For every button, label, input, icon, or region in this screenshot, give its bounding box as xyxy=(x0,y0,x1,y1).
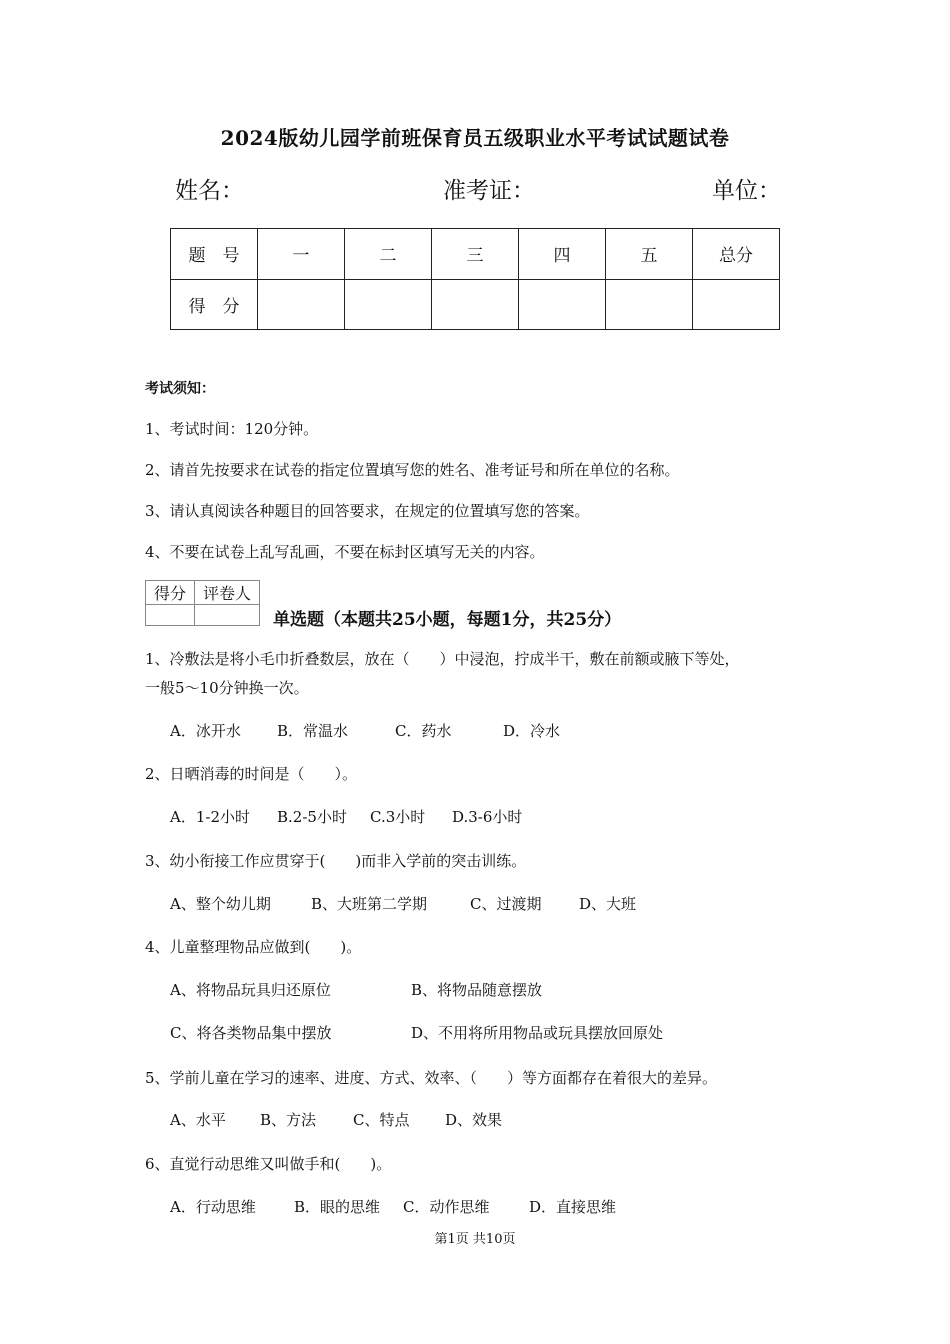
notice-item: 4、不要在试卷上乱写乱画，不要在标封区填写无关的内容。 xyxy=(145,543,545,561)
answer-option[interactable]: B、方法 xyxy=(260,1111,317,1129)
score-cell[interactable] xyxy=(345,279,432,330)
score-row-label: 得 分 xyxy=(171,279,258,330)
question-text: 1、冷敷法是将小毛巾折叠数层，放在（ ）中浸泡，拧成半干，敷在前额或腋下等处， xyxy=(145,650,740,668)
answer-option[interactable]: B、大班第二学期 xyxy=(311,895,428,913)
grader-name-label: 评卷人 xyxy=(195,581,260,605)
answer-option[interactable]: A、整个幼儿期 xyxy=(170,895,271,913)
answer-option[interactable]: A、将物品玩具归还原位 xyxy=(170,981,331,999)
notice-item: 3、请认真阅读各种题目的回答要求，在规定的位置填写您的答案。 xyxy=(145,502,590,520)
answer-option[interactable]: D、大班 xyxy=(579,895,637,913)
answer-option[interactable]: D、效果 xyxy=(445,1111,503,1129)
answer-option[interactable]: D．冷水 xyxy=(503,722,561,740)
page-title: 2024版幼儿园学前班保育员五级职业水平考试试题试卷 xyxy=(220,126,730,150)
answer-option[interactable]: D．直接思维 xyxy=(529,1198,617,1216)
score-header-cell: 题 号 xyxy=(171,229,258,280)
question-text: 4、儿童整理物品应做到( )。 xyxy=(145,938,362,956)
answer-option[interactable]: B、将物品随意摆放 xyxy=(411,981,543,999)
answer-option[interactable]: C、将各类物品集中摆放 xyxy=(170,1024,332,1042)
exam-id-field-label: 准考证： xyxy=(443,178,535,204)
score-table xyxy=(170,228,780,330)
answer-option[interactable]: A、水平 xyxy=(170,1111,226,1129)
question-text: 2、日晒消毒的时间是（ ）。 xyxy=(145,765,358,783)
question-text: 3、幼小衔接工作应贯穿于( )而非入学前的突击训练。 xyxy=(145,852,527,870)
answer-option[interactable]: D、不用将所用物品或玩具摆放回原处 xyxy=(411,1024,664,1042)
notice-heading: 考试须知： xyxy=(145,381,215,397)
answer-option[interactable]: D.3-6小时 xyxy=(452,808,523,826)
score-cell[interactable] xyxy=(693,279,780,330)
score-header-cell: 一 xyxy=(258,229,345,280)
score-table-score-row xyxy=(171,279,780,330)
notice-item: 2、请首先按要求在试卷的指定位置填写您的姓名、准考证号和所在单位的名称。 xyxy=(145,461,680,479)
score-table-header-row xyxy=(171,229,780,280)
score-cell[interactable] xyxy=(258,279,345,330)
section-title: 单选题（本题共25小题，每题1分，共25分） xyxy=(273,610,622,630)
score-cell[interactable] xyxy=(606,279,693,330)
question-text: 5、学前儿童在学习的速率、进度、方式、效率、（ ）等方面都存在着很大的差异。 xyxy=(145,1069,718,1087)
answer-option[interactable]: A．冰开水 xyxy=(170,722,241,740)
question-text: 6、直觉行动思维又叫做手和( )。 xyxy=(145,1155,392,1173)
answer-option[interactable]: C．药水 xyxy=(395,722,452,740)
grader-box xyxy=(145,580,260,626)
score-cell[interactable] xyxy=(519,279,606,330)
grader-score-label: 得分 xyxy=(146,581,195,605)
answer-option[interactable]: C、特点 xyxy=(353,1111,410,1129)
score-header-cell: 三 xyxy=(432,229,519,280)
question-text-continued: 一般5～10分钟换一次。 xyxy=(145,679,309,697)
score-header-cell: 总分 xyxy=(693,229,780,280)
notice-item: 1、考试时间：120分钟。 xyxy=(145,420,319,438)
score-header-cell: 五 xyxy=(606,229,693,280)
page-footer: 第1页 共10页 xyxy=(434,1232,516,1247)
answer-option[interactable]: A．1-2小时 xyxy=(170,808,250,826)
score-cell[interactable] xyxy=(432,279,519,330)
answer-option[interactable]: C．动作思维 xyxy=(403,1198,490,1216)
answer-option[interactable]: C、过渡期 xyxy=(470,895,542,913)
grader-name-cell[interactable] xyxy=(195,605,260,626)
grader-score-cell[interactable] xyxy=(146,605,195,626)
answer-option[interactable]: B．常温水 xyxy=(277,722,349,740)
answer-option[interactable]: B.2-5小时 xyxy=(277,808,347,826)
score-header-cell: 四 xyxy=(519,229,606,280)
score-header-cell: 二 xyxy=(345,229,432,280)
unit-field-label: 单位： xyxy=(712,178,781,204)
name-field-label: 姓名： xyxy=(175,178,244,204)
answer-option[interactable]: A．行动思维 xyxy=(170,1198,256,1216)
answer-option[interactable]: C.3小时 xyxy=(370,808,426,826)
answer-option[interactable]: B．眼的思维 xyxy=(294,1198,381,1216)
